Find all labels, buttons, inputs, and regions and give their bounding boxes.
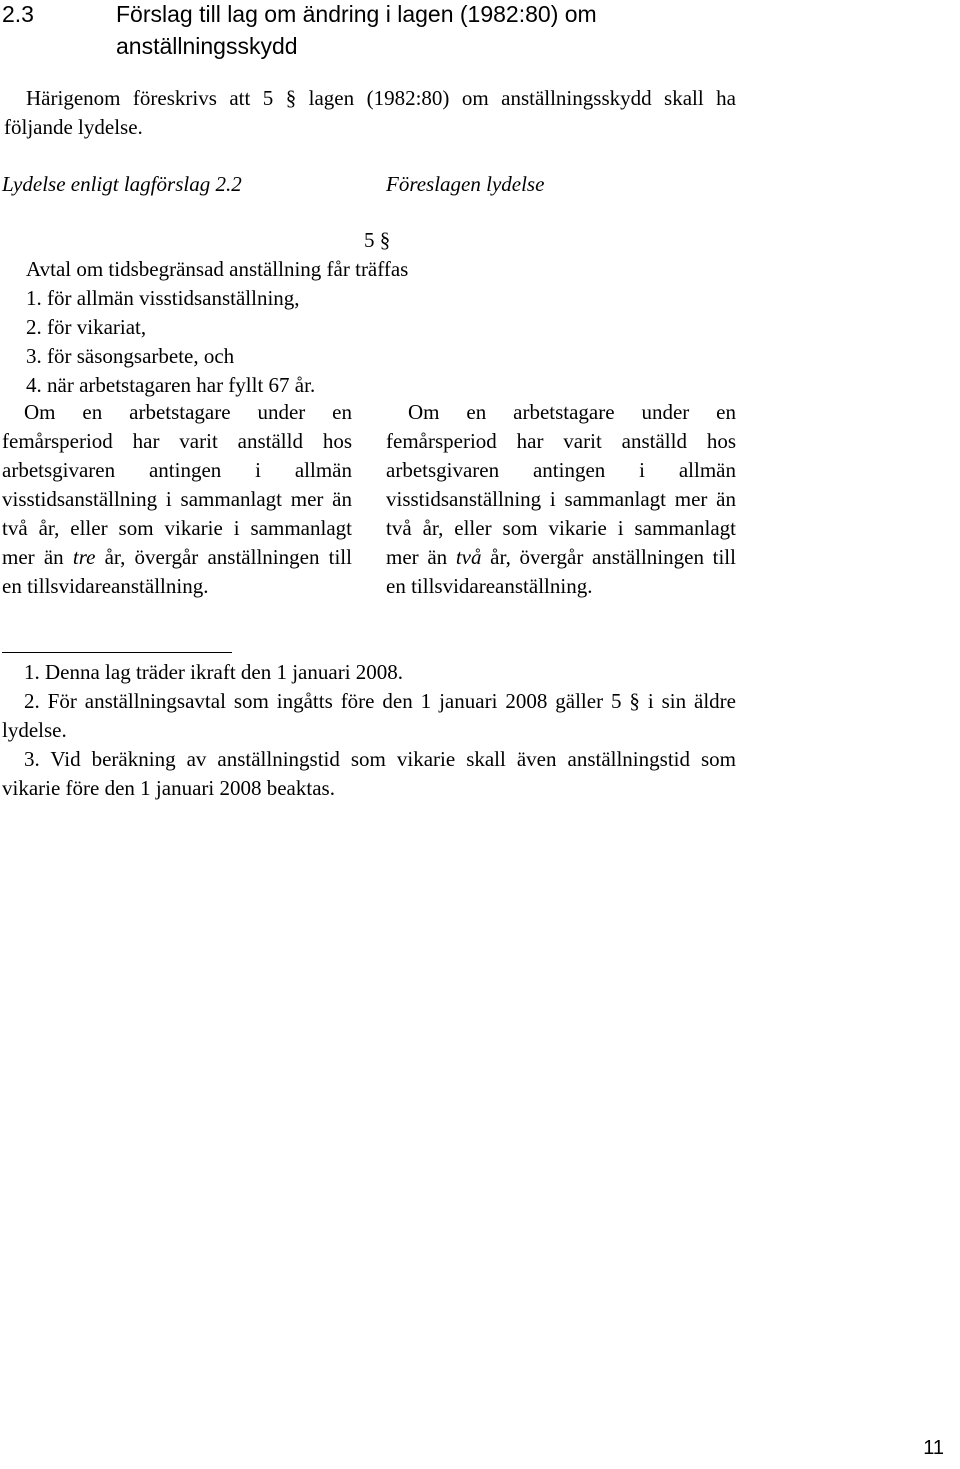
transitional-item-text: 1. Denna lag träder ikraft den 1 januari 2008. xyxy=(24,660,404,684)
proposed-wording-paragraph xyxy=(386,398,736,601)
footnote-divider xyxy=(2,652,232,653)
list-item: 4. när arbetstagaren har fyllt 67 år. xyxy=(26,373,316,397)
right-column-heading: Föreslagen lydelse xyxy=(386,172,545,196)
current-wording-emphasis: tre xyxy=(72,545,96,569)
page-number: 11 xyxy=(923,1437,944,1459)
proposed-wording-text-after: år, övergår anställningen till en tillsvidareanställning. xyxy=(386,545,736,598)
transitional-item xyxy=(2,658,736,687)
list-item: 2. för vikariat, xyxy=(26,315,147,339)
current-wording-paragraph xyxy=(2,398,352,601)
list-item: 3. för säsongsarbete, och xyxy=(26,344,235,368)
transitional-item xyxy=(2,687,736,745)
list-item: 1. för allmän visstidsanställning, xyxy=(26,286,300,310)
proposed-wording-emphasis: två xyxy=(455,545,482,569)
transitional-item xyxy=(2,745,736,803)
transitional-item-text: 3. Vid beräkning av anställningstid som vikarie skall även anställningstid som vikarie före den 1 januari 2008 beaktas. xyxy=(2,747,736,800)
left-column-heading: Lydelse enligt lagförslag 2.2 xyxy=(2,172,242,196)
section-title: Förslag till lag om ändring i lagen (1982:80) om anställningsskydd xyxy=(116,1,597,59)
current-wording-text-before: Om en arbetstagare under en femårsperiod har varit anställd hos arbetsgivaren antingen i allmän visstidsanställning i sammanlagt mer än två år, eller som vikarie i sammanlagt mer än xyxy=(2,400,352,569)
section-lead: Avtal om tidsbegränsad anställning får träffas xyxy=(26,257,409,281)
transitional-provisions xyxy=(2,658,736,803)
intro-paragraph xyxy=(4,84,736,142)
section-number: 2.3 xyxy=(2,1,34,27)
proposed-wording-text-before: Om en arbetstagare under en femårsperiod har varit anställd hos arbetsgivaren antingen i allmän visstidsanställning i sammanlagt mer än två år, eller som vikarie i sammanlagt mer än xyxy=(386,400,736,569)
current-wording-text-after: år, övergår anställningen till en tillsvidareanställning. xyxy=(2,545,352,598)
transitional-item-text: 2. För anställningsavtal som ingåtts före den 1 januari 2008 gäller 5 § i sin äldre lydelse. xyxy=(2,689,736,742)
intro-text: Härigenom föreskrivs att 5 § lagen (1982:80) om anställningsskydd skall ha följande lydelse. xyxy=(4,86,736,139)
section-label: 5 § xyxy=(364,228,391,252)
section-list xyxy=(26,284,546,400)
